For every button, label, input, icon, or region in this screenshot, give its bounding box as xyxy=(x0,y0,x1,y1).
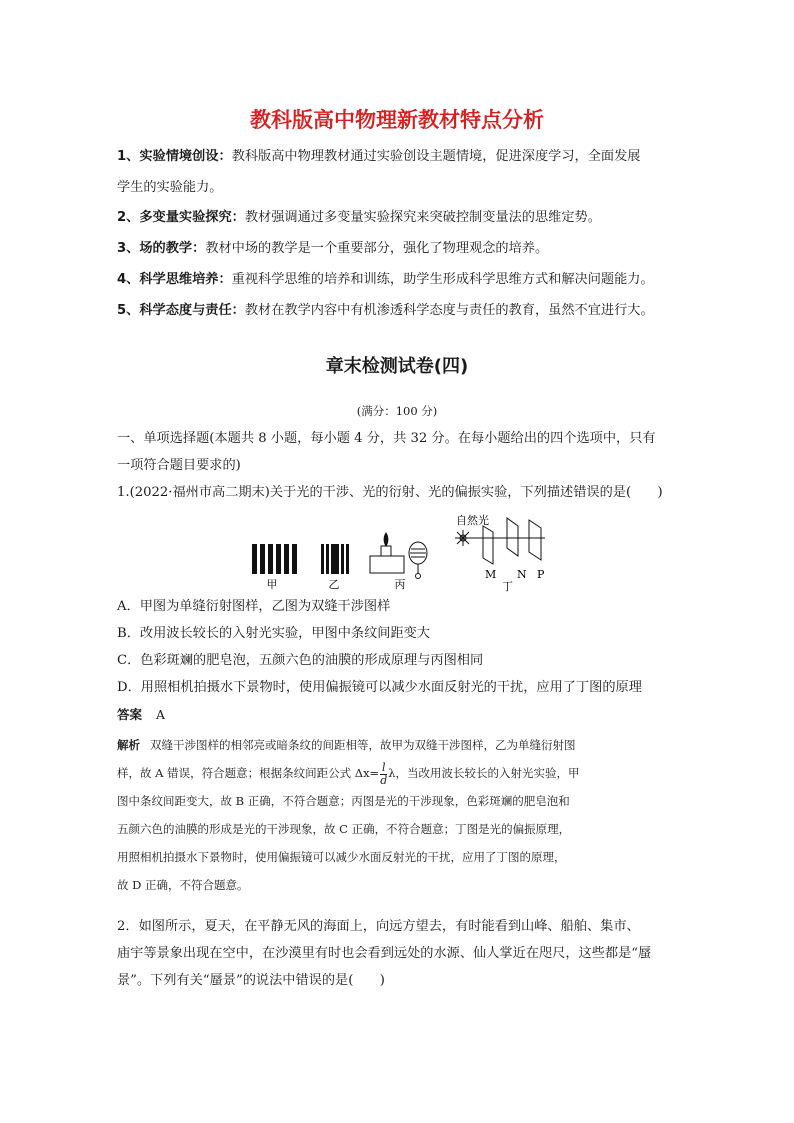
answer-line xyxy=(117,702,687,728)
analysis-block xyxy=(117,731,677,899)
feature-item-1 xyxy=(117,141,687,203)
answer-label: 答案 xyxy=(117,707,143,722)
question-1-stem: 1.(2022·福州市高二期末)关于光的干涉、光的衍射、光的偏振实验，下列描述错误的是( ) xyxy=(117,485,663,500)
question-2-stem xyxy=(117,913,677,994)
figure-label-M: M xyxy=(485,568,497,581)
exam-score: (满分：100 分) xyxy=(356,404,438,418)
question-2-line: 2．如图所示，夏天，在平静无风的海面上，向远方望去，有时能看到山峰、船舶、集市、 xyxy=(117,919,640,934)
analysis-line: 五颜六色的油膜的形成是光的干涉现象，故 C 正确，不符合题意；丁图是光的偏振原理， xyxy=(117,822,571,836)
question-2-line: 景”。下列有关“蜃景”的说法中错误的是( ) xyxy=(117,973,385,988)
feature-item-4 xyxy=(117,264,687,295)
analysis-line xyxy=(117,759,677,787)
figure-bing-apparatus xyxy=(370,533,427,579)
feature-label: 3、场的教学： xyxy=(117,241,206,256)
analysis-line: 用照相机拍摄水下景物时，使用偏振镜可以减少水面反射光的干扰，应用了丁图的原理， xyxy=(117,850,566,864)
feature-text: 教材在教学内容中有机渗透科学态度与责任的教育，虽然不宜进行大。 xyxy=(244,303,654,318)
feature-label: 1、实验情境创设： xyxy=(117,149,232,164)
figure-label-N: N xyxy=(517,568,527,581)
page-title: 教科版高中物理新教材特点分析 xyxy=(250,108,544,132)
figure-label-bing: 丙 xyxy=(394,578,406,591)
feature-text: 教材强调通过多变量实验探究来突破控制变量法的思维定势。 xyxy=(244,210,601,225)
figure-label-yi: 乙 xyxy=(328,578,340,591)
section-heading-line2: 一项符合题目要求的) xyxy=(117,458,241,473)
feature-label: 5、科学态度与责任： xyxy=(117,303,245,318)
analysis-label: 解析 xyxy=(117,738,140,752)
figure-label-P: P xyxy=(537,568,545,581)
feature-text-cont: 学生的实验能力。 xyxy=(117,180,223,195)
feature-item-5 xyxy=(117,295,687,326)
analysis-line: 图中条纹间距变大，故 B 正确，不符合题意；丙图是光的干涉现象，色彩斑斓的肥皂泡和 xyxy=(117,794,570,808)
feature-label: 4、科学思维培养： xyxy=(117,272,232,287)
figure-label-ding: 丁 xyxy=(502,580,513,593)
option-a: A．甲图为单缝衍射图样，乙图为双缝干涉图样 xyxy=(117,599,391,614)
analysis-line: 故 D 正确，不符合题意。 xyxy=(117,878,249,892)
exam-title: 章末检测试卷(四) xyxy=(325,356,469,377)
feature-text: 重视科学思维的培养和训练，助学生形成科学思维方式和解决问题能力。 xyxy=(231,272,654,287)
option-b: B．改用波长较长的入射光实验，甲图中条纹间距变大 xyxy=(117,626,431,641)
option-d: D．用照相机拍摄水下景物时，使用偏振镜可以减少水面反射光的干扰，应用了丁图的原理 xyxy=(117,680,642,695)
feature-item-2 xyxy=(117,202,687,233)
analysis-line xyxy=(117,731,677,759)
figure-label-natural-light: 自然光 xyxy=(456,514,489,527)
analysis-text: λ，当改用波长较长的入射光实验，甲 xyxy=(388,766,580,780)
section-heading-line1: 一、单项选择题(本题共 8 小题，每小题 4 分，共 32 分。在每小题给出的四个选项中，只有 xyxy=(117,431,656,446)
formula-numerator: l xyxy=(381,760,386,774)
feature-label: 2、多变量实验探究： xyxy=(117,210,245,225)
q1-figure xyxy=(245,508,555,594)
feature-item-3 xyxy=(117,233,687,264)
formula-fraction xyxy=(380,762,387,787)
analysis-text: 双缝干涉图样的相邻亮或暗条纹的间距相等，故甲为双缝干涉图样，乙为单缝衍射图 xyxy=(150,738,576,752)
feature-text: 教科版高中物理教材通过实验创设主题情境，促进深度学习，全面发展 xyxy=(231,149,641,164)
figure-yi-fringes xyxy=(321,544,349,574)
analysis-text: 样，故 A 错误，符合题意；根据条纹间距公式 Δx= xyxy=(117,766,380,780)
figure-jia-fringes xyxy=(252,544,297,574)
answer-value: A xyxy=(156,707,166,722)
formula-denominator: d xyxy=(380,773,388,787)
option-c: C．色彩斑斓的肥皂泡，五颜六色的油膜的形成原理与丙图相同 xyxy=(117,653,484,668)
feature-text: 教材中场的教学是一个重要部分，强化了物理观念的培养。 xyxy=(205,241,549,256)
question-2-line: 庙宇等景象出现在空中，在沙漠里有时也会看到远处的水源、仙人掌近在咫尺，这些都是“蜃 xyxy=(117,946,652,961)
section-heading xyxy=(117,425,677,479)
figure-label-jia: 甲 xyxy=(266,578,278,591)
